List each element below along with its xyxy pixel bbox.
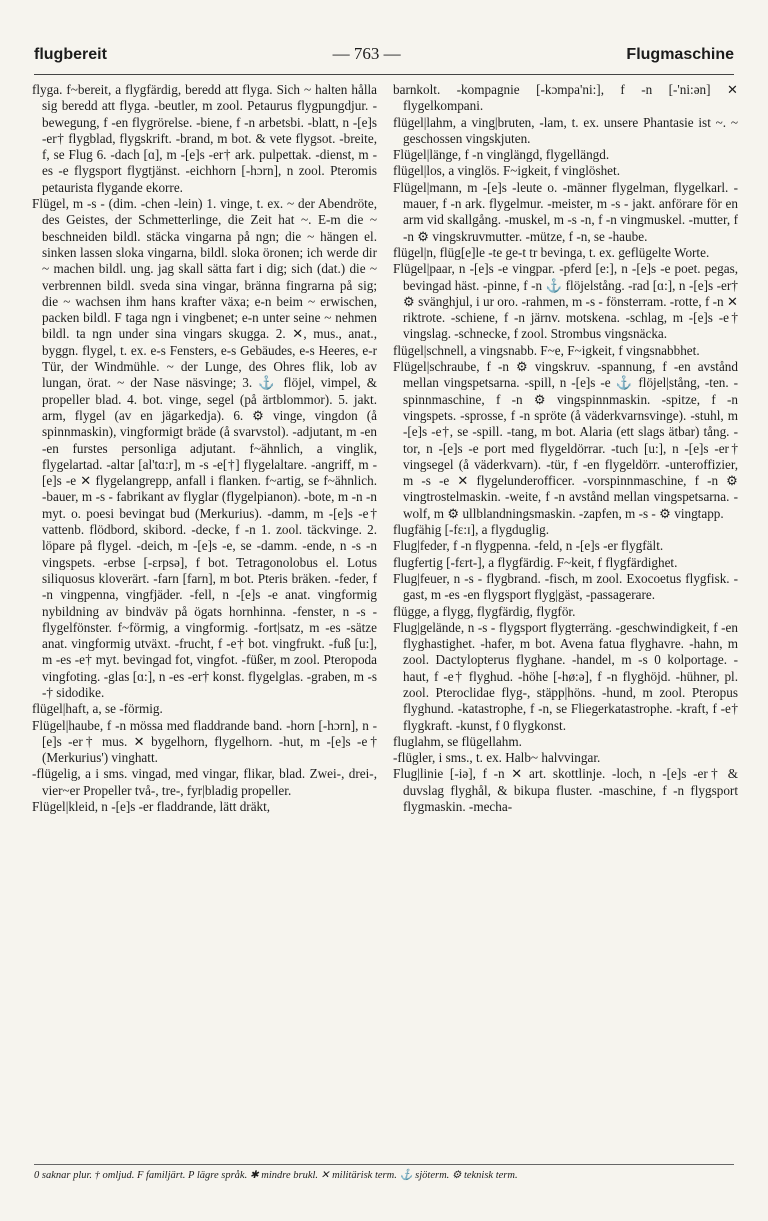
- entry-fluegelschraube: Flügel|schraube, f -n ⚙ vingskruv. -spannung, f -en avstånd mellan vingspetsarna. -spill, n -[e]s -e ⚓ flöjel|stång, -ten. -spinnmaschine, f -n ⚙ vingspinnmaskin. -spitze, f -n vingspets. -sprosse, f -n spröte (å väderkvarnsvinge). -stuhl, m -[e]s -e†, se -spill. -tang, m bot. Alaria (ett slags ätbar) tång. -tor, n -[e]s -e port med flygeldörrar. -tuch [u:], n -[e]s -er† vingsegel (å väderkvarn). -tür, f -en flygeldörr. -unteroffizier, m -s -e ✕ flygelunderofficer. -vorspinnmaschine, f -n ⚙ vingtrostelmaskin. -weite, f -n avstånd mellan vingspetsarna. -wolf, m ⚙ ullblandningsmaskin. -zapfen, m -s - ⚙ vingtapp.: [393, 359, 738, 521]
- entry-flugbereit: flyga. f~bereit, a flygfärdig, beredd att flyga. Sich ~ halten hålla sig beredd att flyga. -beutler, m zool. Petaurus flygpungdjur. -bewegung, f -en flygrörelse. -biene, f -n arbetsbi. -blatt, n -[e]s -er† flygblad, flygskrift. -brand, m bot. & vete flygsot. -breite, f, se Flug 6. -dach [ɑ], m -[e]s -er† ark. pulpettak. -dienst, m -es -e flygsport flygtjänst. -eichhorn [-hɔrn], n zool. Pteromis petaurista flygande ekorre.: [32, 82, 377, 195]
- entry-fluegelmann: Flügel|mann, m -[e]s -leute o. -männer flygelman, flygelkarl. -mauer, f -n ark. flygelmur. -meister, m -s - jakt. anförare för en arm vid skallgång. -muskel, m -s -n, f -n vingmuskel. -mutter, f -n ⚙ vingskruvmutter. -mütze, f -n, se -haube.: [393, 179, 738, 244]
- page-number: — 763 —: [332, 44, 401, 63]
- header-left-keyword: flugbereit: [34, 46, 107, 63]
- entry-flugfeuer: Flug|feuer, n -s - flygbrand. -fisch, m zool. Exocoetus flygfisk. -gast, m -es -en flygsport flyg|gäst, -passagerare.: [393, 570, 738, 603]
- entry-continuation: barnkolt. -kompagnie [-kɔmpa'ni:], f -n [-'ni:ən] ✕ flygelkompani.: [393, 82, 738, 114]
- entry-fluegelig: -flügelig, a i sms. vingad, med vingar, flikar, blad. Zwei-, drei-, vier~er Propeller två-, tre-, fyr|bladig propeller.: [32, 766, 377, 798]
- entry-fluegelkleid: Flügel|kleid, n -[e]s -er fladdrande, lätt dräkt,: [32, 799, 271, 815]
- entry-fluegelschnell: flügel|schnell, a vingsnabb. F~e, F~igkeit, f vingsnabbhet.: [393, 342, 700, 358]
- entry-fluegellahm: flügel|lahm, a ving|bruten, -lam, t. ex. unsere Phantasie ist ~. ~ geschossen vingskjuten.: [393, 114, 738, 146]
- right-column: [393, 82, 738, 1157]
- entry-fluegler: -flügler, i sms., t. ex. Halb~ halvvingar.: [393, 750, 601, 766]
- entry-fluegel: Flügel, m -s - (dim. -chen -lein) 1. vinge, t. ex. ~ der Abendröte, des Geistes, der Schmetterlinge, die Zeit hat ~. E-m die ~ beschneiden bildl. stäcka vingarna på ngn; die ~ hängen el. sinken lassen sloka vingarna, bildl. sloka öronen; ich werde dir ~ machen bildl. ung. jag skall sätta fart i dig; sich (dat.) die ~ verbrennen bildl. sveda sina vingar, bränna fingrarna på sig; die ~ wachsen ihm hans krafter växa; e-n beim ~ erwischen, packen bildl. F taga ngn i vingbenet; e-n unter seine ~ nehmen bildl. ta ngn under sina vingars skugga. 2. ✕, mus., anat., byggn. flygel, t. ex. e-s Fensters, e-s Gebäudes, e-s Heeres, e-r Tür, der Windmühle. ~ der Lunge, des Ohres flik, lob av lungan, örat. ~ der Nase näsvinge; 3. ⚓ flöjel, vimpel, & propeller blad. 4. bot. vinge, segel (på ärtblommor). 5. jakt. arm, flygel (av en jägarkedja). 6. ⚙ vinge, vingdon (å spinnmaskin), vingformigt bräde (å svarvstol). -adjutant, m -en -en furstes personliga adjutant. f~ähnlich, a vinglik, flygelartad. -altar [al'tɑ:r], m -s -e[†] flygelaltare. -angriff, m -[e]s -e ✕ flygelangrepp, anfall i flanken. f~artig, se f~ähnlich. -bauer, m -s - fabrikant av flyglar (flygelpianon). -bote, m -n -n myt. o. poesi bevingat bud (Merkurius). -damm, m -[e]s -e† vattenb. flödbord, skibord. -decke, f -n 1. zool. täckvinge. 2. löpare på flygel. -deich, m -[e]s -e, se -damm. -ende, n -s -n vingspets. -erbse [-ɛrpsə], f bot. Tetragonolobus el. Lotus siliquosus kloverärt. -farn [farn], m bot. Pteris bräken. -feder, f -n vingpenna, vingfjäder. -fell, n -[e]s -e anat. vingformig nybildning av bindväv på ögats hornhinna. -fenster, n -s - flygelfönster. f~förmig, a vingformig. -fort|satz, m -es -sätze anat. vingformig utväxt. -frucht, f -e† bot. vingfrukt. -fuß [u:], m -es -e† myt. bevingad fot, vingfot. -füßer, m zool. Pteropoda vingfoting. -glas [ɑ:], n -es -er† konst. flygelglas. -graben, m -s -† sidodike.: [32, 196, 377, 700]
- left-column: [32, 82, 377, 1157]
- entry-flugfeder: Flug|feder, f -n flygpenna. -feld, n -[e]s -er flygfält.: [393, 538, 664, 554]
- footer-rule: [34, 1164, 734, 1165]
- entry-fluegelhaft: flügel|haft, a, se -förmig.: [32, 701, 163, 717]
- entry-fluegellaenge: Flügel|länge, f -n vinglängd, flygellängd.: [393, 147, 610, 163]
- entry-flugfertig: flugfertig [-fɛrt-], a flygfärdig. F~keit, f flygfärdighet.: [393, 554, 678, 570]
- entry-flugfaehig: flugfähig [-fɛ:ɪ], a flygduglig.: [393, 522, 550, 538]
- entry-fluegge: flügge, a flygg, flygfärdig, flygför.: [393, 603, 576, 619]
- entry-fluegellos: flügel|los, a vinglös. F~igkeit, f vinglöshet.: [393, 163, 620, 179]
- entry-fluegelhaube: Flügel|haube, f -n mössa med fladdrande band. -horn [-hɔrn], n -[e]s -er† mus. ✕ bygelhorn, flygelhorn. -hut, m -[e]s -e† (Merkurius') vinghatt.: [32, 717, 377, 766]
- dictionary-columns: [32, 82, 738, 1157]
- entry-fluglinie: Flug|linie [-iə], f -n ✕ art. skottlinje. -loch, n -[e]s -er† & duvslag flyghål, & bikupa fluster. -maschine, f -n flygsport flygmaskin. -mecha-: [393, 766, 738, 815]
- entry-fluglahm: fluglahm, se flügellahm.: [393, 733, 522, 749]
- header-right-keyword: Flugmaschine: [626, 46, 734, 63]
- header-rule: [34, 74, 734, 75]
- entry-fluegeln: flügel|n, flüg[e]le -te ge-t tr bevinga, t. ex. geflügelte Worte.: [393, 244, 710, 260]
- entry-fluggelaende: Flug|gelände, n -s - flygsport flygterräng. -geschwindigkeit, f -en flyghastighet. -hafer, m bot. Avena fatua flyghavre. -hahn, m zool. Dactylopterus flyghane. -handel, m -s 0 kolportage. -haut, f -e† flyghud. -höhe [-hø:ə], f -n flyghöjd. -hühner, pl. zool. Pteroclidae flyg-, stäpp|höns. -hund, m zool. Pteropus flyghund. -katastrophe, f -n, se Fliegerkatastrophe. -kraft, f -e† flygkraft. -kunst, f 0 flygkonst.: [393, 619, 738, 733]
- entry-fluegelpaar: Flügel|paar, n -[e]s -e vingpar. -pferd [e:], n -[e]s -e poet. pegas, bevingad häst. -pinne, f -n ⚓ flöjelstång. -rad [ɑ:], n -[e]s -er† ⚙ svänghjul, i ur oro. -rahmen, m -s - fönsterram. -rotte, f -n ✕ riktrote. -schiene, f -n järnv. motskena. -schlag, m -[e]s -e† vingslag. -schnecke, f zool. Strombus vingsnäcka.: [393, 261, 738, 342]
- page-header: [34, 44, 734, 70]
- abbreviation-legend: 0 saknar plur. † omljud. F familjärt. P lägre språk. ✱ mindre brukl. ✕ militärisk term. ⚓ sjöterm. ⚙ teknisk term.: [34, 1170, 518, 1181]
